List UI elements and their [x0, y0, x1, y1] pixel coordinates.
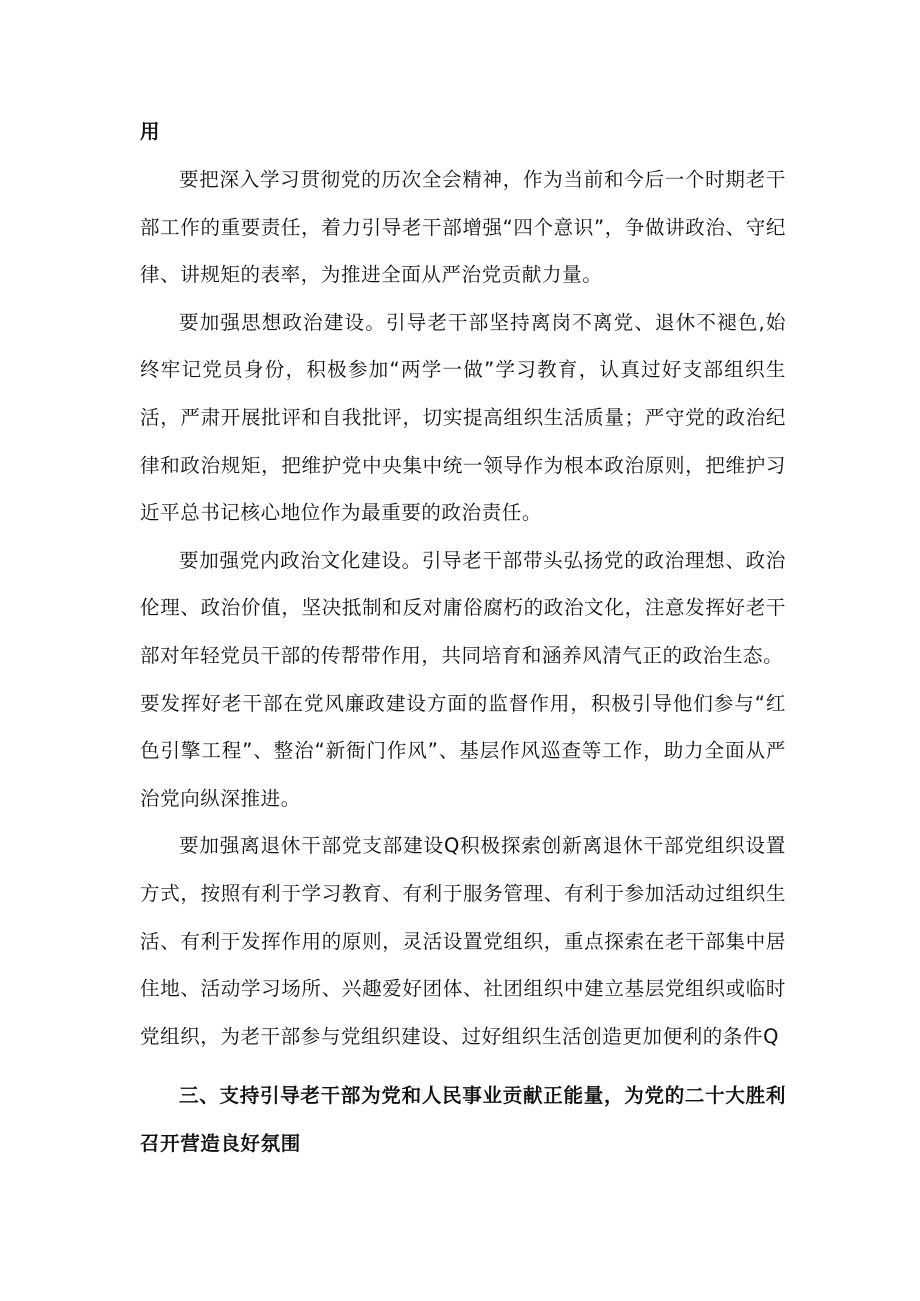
- paragraph-study-spirit: 要把深入学习贯彻党的历次全会精神，作为当前和今后一个时期老干部工作的重要责任，着力引导老干部增强“四个意识”，争做讲政治、守纪律、讲规矩的表率，为推进全面从严治党贡献力量。: [140, 168, 786, 287]
- paragraph-supervision-role: 要发挥好老干部在党风廉政建设方面的监督作用，积极引导他们参与“红色引擎工程”、整治“新衙门作风”、基层作风巡查等工作，助力全面从严治党向纵深推进。: [140, 691, 786, 810]
- paragraph-branch-building: 要加强离退休干部党支部建设Q积极探索创新离退休干部党组织设置方式，按照有利于学习教育、有利于服务管理、有利于参加活动过组织生活、有利于发挥作用的原则，灵活设置党组织，重点探索在老干部集中居住地、活动学习场所、兴趣爱好团体、社团组织中建立基层党组织或临时党组织，为老干部参与党组织建设、过好组织生活创造更加便利的条件Q: [140, 834, 786, 1048]
- body-text: [140, 156, 786, 1060]
- continuation-heading-block: [140, 108, 786, 156]
- section-heading-block: [140, 1072, 786, 1167]
- paragraph-ideological-building: 要加强思想政治建设。引导老干部坚持离岗不离党、退休不褪色,始终牢记党员身份，积极参加“两学一做”学习教育，认真过好支部组织生活，严肃开展批评和自我批评，切实提高组织生活质量；严守党的政治纪律和政治规矩，把维护党中央集中统一领导作为根本政治原则，把维护习近平总书记核心地位作为最重要的政治责任。: [140, 310, 786, 525]
- paragraph-political-culture: 要加强党内政治文化建设。引导老干部带头弘扬党的政治理想、政治伦理、政治价值，坚决抵制和反对庸俗腐朽的政治文化，注意发挥好老干部对年轻党员干部的传帮带作用，共同培育和涵养风清气正的政治生态。: [140, 548, 786, 667]
- continuation-heading: 用: [140, 120, 161, 143]
- section-heading: 三、支持引导老干部为党和人民事业贡献正能量，为党的二十大胜利召开营造良好氛围: [140, 1084, 786, 1155]
